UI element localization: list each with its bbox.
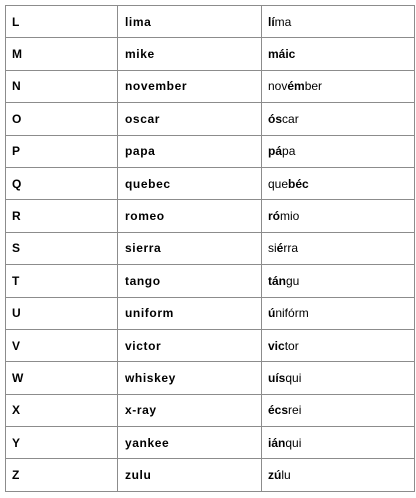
pronunciation-cell — [262, 200, 415, 232]
table-row — [6, 70, 415, 102]
code-word-cell: x-ray — [118, 394, 262, 426]
letter-cell: P — [6, 135, 118, 167]
stressed-syllable: écs — [268, 403, 289, 418]
syllable: car — [282, 111, 299, 126]
code-word-cell: whiskey — [118, 362, 262, 394]
code-word-cell: zulu — [118, 459, 262, 491]
table-row — [6, 265, 415, 297]
letter-cell: X — [6, 394, 118, 426]
stressed-syllable: vic — [268, 338, 285, 353]
table-row — [6, 167, 415, 199]
pronunciation-cell — [262, 459, 415, 491]
letter-cell: L — [6, 6, 118, 38]
pronunciation-cell — [262, 265, 415, 297]
pronunciation-cell — [262, 329, 415, 361]
stressed-syllable: ró — [268, 209, 280, 224]
code-word-cell: lima — [118, 6, 262, 38]
syllable: mio — [280, 209, 300, 224]
syllable: ber — [304, 79, 323, 94]
table-row — [6, 38, 415, 70]
stressed-syllable: béc — [288, 176, 309, 191]
pronunciation-cell — [262, 427, 415, 459]
syllable: si — [268, 241, 277, 256]
letter-cell: W — [6, 362, 118, 394]
pronunciation-cell — [262, 232, 415, 264]
stressed-syllable: ú — [268, 306, 276, 321]
code-word-cell: oscar — [118, 103, 262, 135]
syllable: ma — [274, 14, 292, 29]
stressed-syllable: ós — [268, 111, 283, 126]
stressed-syllable: é — [276, 241, 284, 256]
syllable: nifórm — [275, 306, 309, 321]
pronunciation-cell — [262, 70, 415, 102]
table-row — [6, 297, 415, 329]
syllable: tor — [284, 338, 299, 353]
stressed-syllable: ián — [268, 435, 286, 450]
stressed-syllable: tán — [268, 273, 286, 288]
stressed-syllable: uís — [268, 370, 286, 385]
code-word-cell: sierra — [118, 232, 262, 264]
syllable: qui — [285, 435, 302, 450]
table-row — [6, 103, 415, 135]
table-row — [6, 232, 415, 264]
pronunciation-cell — [262, 394, 415, 426]
letter-cell: V — [6, 329, 118, 361]
stressed-syllable: ém — [287, 79, 305, 94]
code-word-cell: quebec — [118, 167, 262, 199]
letter-cell: S — [6, 232, 118, 264]
pronunciation-cell — [262, 135, 415, 167]
code-word-cell: papa — [118, 135, 262, 167]
letter-cell: O — [6, 103, 118, 135]
table-row — [6, 6, 415, 38]
table-row — [6, 200, 415, 232]
stressed-syllable: zú — [268, 468, 282, 483]
syllable: rra — [283, 241, 299, 256]
table-row — [6, 427, 415, 459]
table-row — [6, 394, 415, 426]
table-row — [6, 459, 415, 491]
syllable: rei — [288, 403, 302, 418]
letter-cell: T — [6, 265, 118, 297]
code-word-cell: victor — [118, 329, 262, 361]
code-word-cell: uniform — [118, 297, 262, 329]
letter-cell: U — [6, 297, 118, 329]
table-row — [6, 329, 415, 361]
syllable: qui — [285, 370, 302, 385]
table-body — [6, 6, 415, 492]
letter-cell: Z — [6, 459, 118, 491]
letter-cell: Y — [6, 427, 118, 459]
pronunciation-cell — [262, 103, 415, 135]
stressed-syllable: lí — [268, 14, 275, 29]
code-word-cell: yankee — [118, 427, 262, 459]
letter-cell: M — [6, 38, 118, 70]
syllable: nov — [268, 79, 288, 94]
syllable: pa — [282, 144, 296, 159]
pronunciation-cell — [262, 362, 415, 394]
stressed-syllable: máic — [268, 47, 296, 62]
syllable: que — [268, 176, 289, 191]
syllable: gu — [286, 273, 300, 288]
code-word-cell: mike — [118, 38, 262, 70]
pronunciation-cell — [262, 38, 415, 70]
pronunciation-cell — [262, 297, 415, 329]
stressed-syllable: pá — [268, 144, 283, 159]
code-word-cell: november — [118, 70, 262, 102]
letter-cell: R — [6, 200, 118, 232]
letter-cell: Q — [6, 167, 118, 199]
table-row — [6, 362, 415, 394]
code-word-cell: romeo — [118, 200, 262, 232]
pronunciation-cell — [262, 167, 415, 199]
code-word-cell: tango — [118, 265, 262, 297]
table-row — [6, 135, 415, 167]
pronunciation-cell — [262, 6, 415, 38]
letter-cell: N — [6, 70, 118, 102]
syllable: lu — [281, 468, 291, 483]
phonetic-alphabet-table — [5, 5, 415, 492]
